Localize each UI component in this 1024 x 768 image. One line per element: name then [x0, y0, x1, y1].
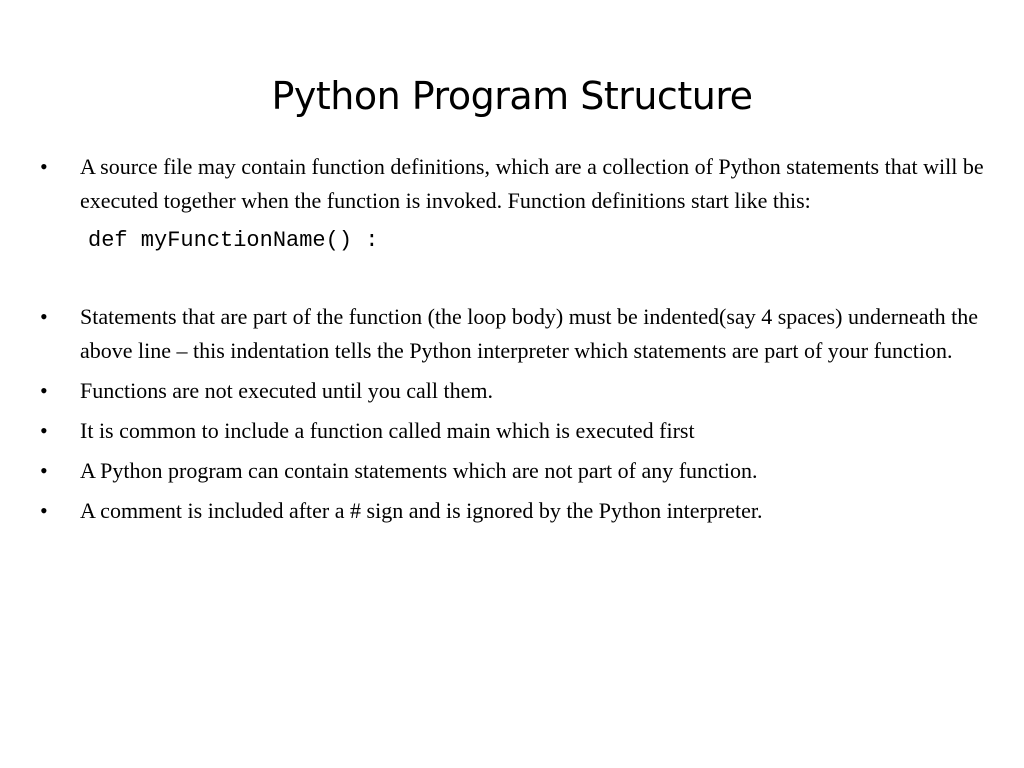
bullet-text: It is common to include a function called main which is executed first — [80, 418, 695, 443]
bullet-symbol: • — [40, 458, 48, 483]
bullet-text: Statements that are part of the function (the loop body) must be indented(say 4 spaces) underneath the above line – this indentation tells the Python interpreter which statements are part of your function. — [80, 304, 979, 363]
code-example: def myFunctionName() : — [88, 228, 379, 253]
bullet-item — [40, 374, 990, 408]
bullet-symbol: • — [40, 498, 48, 523]
bullet-text: A comment is included after a # sign and is ignored by the Python interpreter. — [80, 498, 763, 523]
bullet-text: A source file may contain function definitions, which are a collection of Python statements that will be executed together when the function is invoked. Function definitions start like this: — [80, 154, 984, 213]
bullet-list — [40, 150, 990, 528]
bullet-text: Functions are not executed until you call them. — [80, 378, 494, 403]
bullet-symbol: • — [40, 378, 48, 403]
slide-title: Python Program Structure — [271, 74, 753, 118]
bullet-item — [40, 454, 990, 488]
bullet-item — [40, 300, 990, 368]
bullet-symbol: • — [40, 418, 48, 443]
bullet-symbol: • — [40, 154, 48, 179]
bullet-item — [40, 494, 990, 528]
bullet-item — [40, 150, 990, 218]
bullet-text: A Python program can contain statements which are not part of any function. — [80, 458, 758, 483]
bullet-symbol: • — [40, 304, 48, 329]
bullet-item — [40, 414, 990, 448]
